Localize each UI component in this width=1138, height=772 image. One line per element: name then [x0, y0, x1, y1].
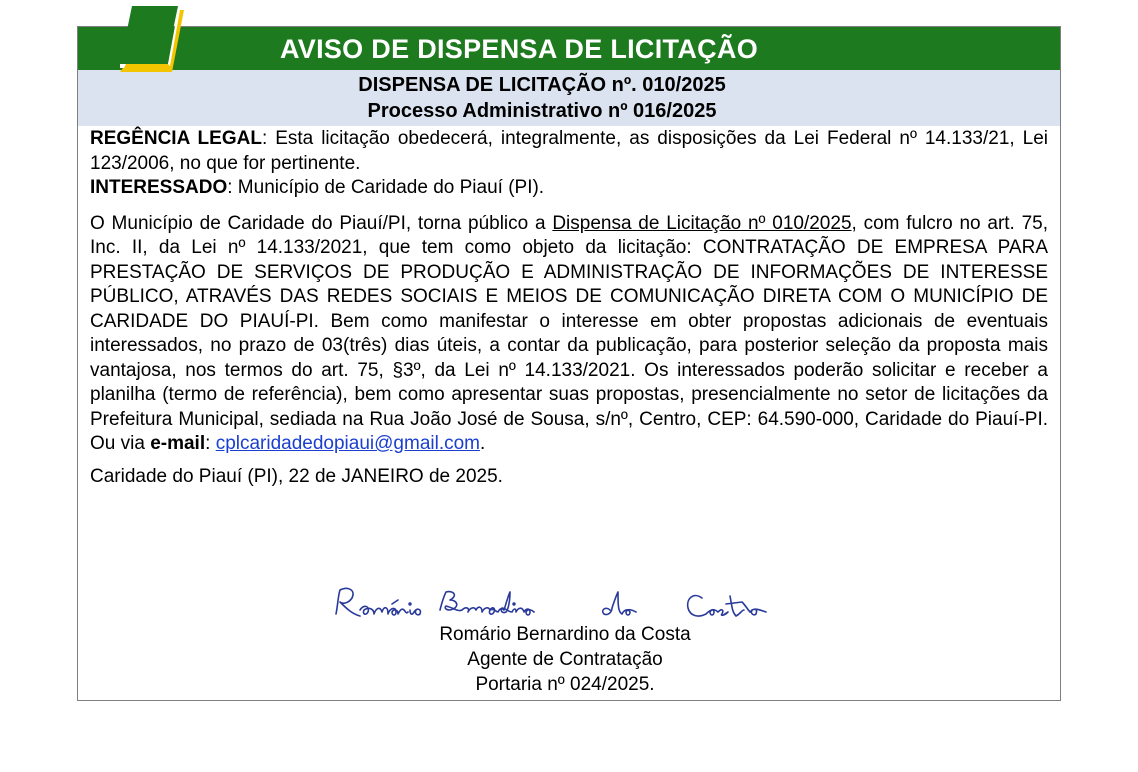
signatory-name: Romário Bernardino da Costa	[439, 624, 691, 645]
signatory-portaria: Portaria nº 024/2025.	[475, 674, 655, 695]
municipal-logo-icon	[112, 2, 192, 74]
dispensa-number: DISPENSA DE LICITAÇÃO nº. 010/2025	[358, 74, 726, 96]
handwritten-signature	[330, 580, 770, 640]
email-link[interactable]: cplcaridadedopiaui@gmail.com	[215, 433, 480, 454]
date-line: Caridade do Piauí (PI), 22 de JANEIRO de 2025.	[90, 465, 503, 487]
interessado-label: INTERESSADO	[90, 177, 228, 198]
main-text-part2: , com fulcro no art. 75, Inc. II, da Lei nº 14.133/2021, que tem como objeto da licitação: CONTRATAÇÃO DE EMPRESA PARA PRESTAÇÃO DE SERVIÇOS DE PRODUÇÃO E ADMINISTRAÇÃO DE INFORMAÇÕES DE INTERESSE PÚBLICO, ATRAVÉS DAS REDES SOCIAIS E MEIOS DE COMUNICAÇÃO DIRETA COM O MUNICÍPIO DE CARIDADE DO PIAUÍ-PI. Bem como manifestar o interesse em obter propostas adicionais de eventuais interessados, no prazo de 03(três) dias úteis, a contar da publicação, para posterior seleção da proposta mais vantajosa, nos termos do art. 75, §3º, da Lei nº 14.133/2021. Os interessados poderão solicitar e receber a planilha (termo de referência), bem como apresentar suas propostas, presencialmente no setor de licitações da Prefeitura Municipal, sediada na Rua João José de Sousa, s/nº, Centro, CEP: 64.590-000, Caridade do Piauí-PI. Ou via	[90, 212, 1049, 454]
regencia-text: : Esta licitação obedecerá, integralmente, as disposições da Lei Federal nº 14.133/21, Lei 123/2006, no que for pertinente.	[90, 128, 1049, 174]
processo-number: Processo Administrativo nº 016/2025	[367, 100, 717, 122]
notice-body	[90, 127, 1048, 489]
dispensa-reference: Dispensa de Licitação nº 010/2025	[552, 212, 852, 234]
email-label: e-mail	[150, 433, 206, 454]
signatory-role: Agente de Contratação	[467, 649, 663, 670]
interessado-text: : Município de Caridade do Piauí (PI).	[227, 177, 545, 198]
regencia-paragraph	[90, 127, 1048, 176]
regencia-label: REGÊNCIA LEGAL	[90, 128, 262, 149]
interessado-paragraph	[90, 176, 1048, 201]
main-paragraph	[90, 212, 1048, 457]
title-bar	[78, 27, 1060, 70]
page-title: AVISO DE DISPENSA DE LICITAÇÃO	[279, 34, 759, 64]
email-colon: :	[205, 433, 216, 454]
main-text-part1: O Município de Caridade do Piauí/PI, torna público a	[90, 212, 553, 234]
main-end: .	[480, 433, 486, 454]
subtitle-band	[78, 70, 1060, 126]
